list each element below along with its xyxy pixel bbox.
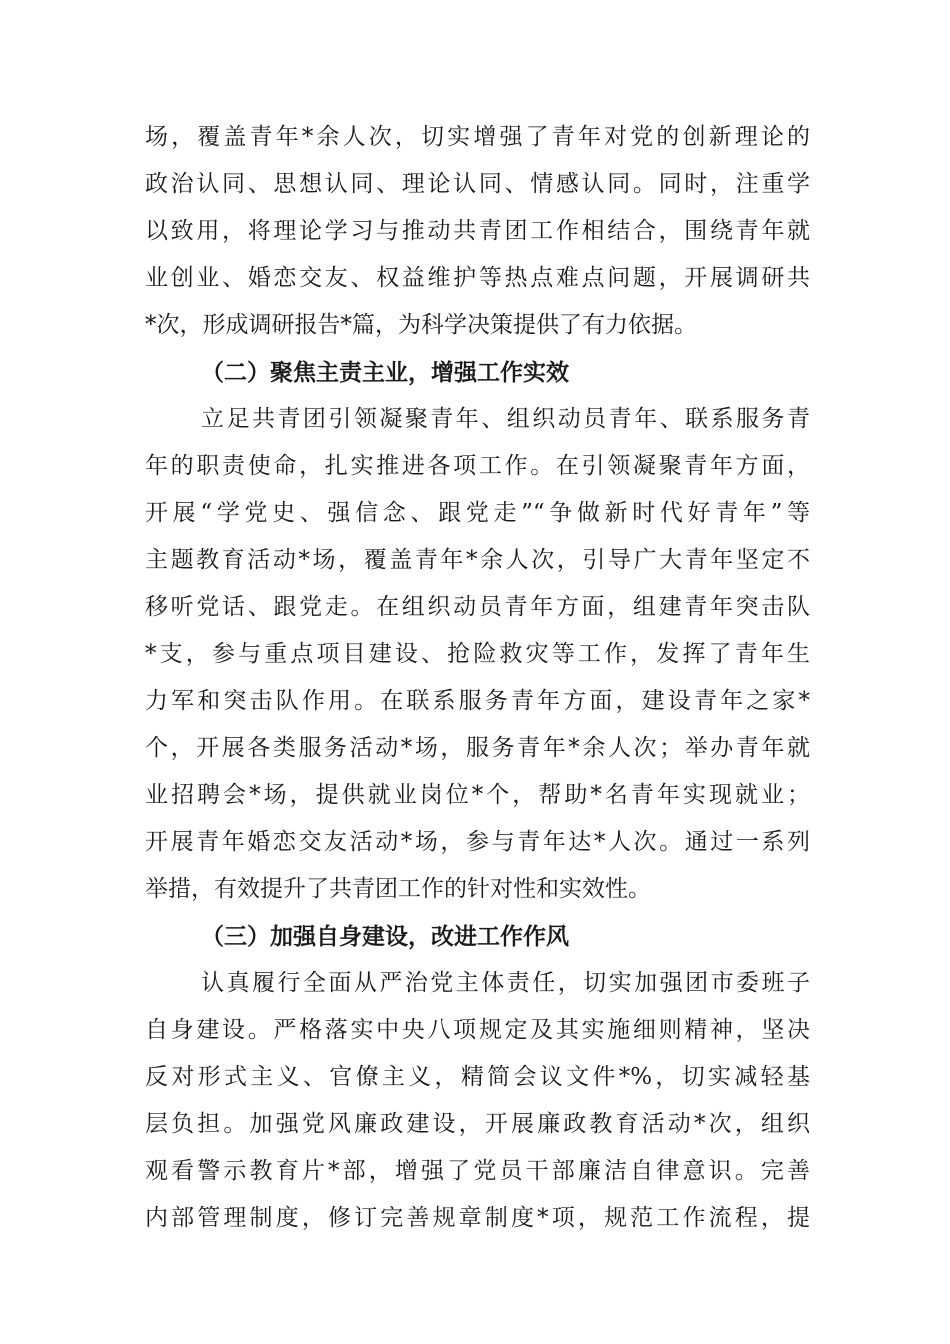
text-line: 以致用，将理论学习与推动共青团工作相结合，围绕青年就 <box>145 218 810 244</box>
text-line: 业创业、婚恋交友、权益维护等热点难点问题，开展调研共 <box>145 265 810 291</box>
text-line: 移听党话、跟党走。在组织动员青年方面，组建青年突击队 <box>145 594 810 620</box>
paragraph-first-line: 立足共青团引领凝聚青年、组织动员青年、联系服务青 <box>201 406 810 432</box>
text-line: 年的职责使命，扎实推进各项工作。在引领凝聚青年方面， <box>145 453 810 479</box>
section-heading-2: （二）聚焦主责主业，增强工作实效 <box>201 359 569 386</box>
text-line: *次，形成调研报告*篇，为科学决策提供了有力依据。 <box>145 312 697 338</box>
text-line: 场，覆盖青年*余人次，切实增强了青年对党的创新理论的 <box>145 124 810 150</box>
document-body <box>145 114 810 1242</box>
text-line: 开展“学党史、强信念、跟党走”“争做新时代好青年”等 <box>145 500 810 526</box>
text-line: 力军和突击队作用。在联系服务青年方面，建设青年之家* <box>145 688 810 714</box>
text-line: 举措，有效提升了共青团工作的针对性和实效性。 <box>145 876 651 902</box>
text-line: 开展青年婚恋交友活动*场，参与青年达*人次。通过一系列 <box>145 829 810 855</box>
text-line: 层负担。加强党风廉政建设，开展廉政教育活动*次，组织 <box>145 1111 810 1137</box>
text-line: 自身建设。严格落实中央八项规定及其实施细则精神，坚决 <box>145 1017 810 1043</box>
text-line: 个，开展各类服务活动*场，服务青年*余人次；举办青年就 <box>145 735 810 761</box>
text-line: 反对形式主义、官僚主义，精简会议文件*%，切实减轻基 <box>145 1064 810 1090</box>
text-line: 业招聘会*场，提供就业岗位*个，帮助*名青年实现就业； <box>145 782 810 808</box>
text-line: *支，参与重点项目建设、抢险救灾等工作，发挥了青年生 <box>145 641 810 667</box>
text-line: 主题教育活动*场，覆盖青年*余人次，引导广大青年坚定不 <box>145 547 810 573</box>
section-heading-3: （三）加强自身建设，改进工作作风 <box>201 923 569 950</box>
text-line: 政治认同、思想认同、理论认同、情感认同。同时，注重学 <box>145 171 810 197</box>
paragraph-first-line: 认真履行全面从严治党主体责任，切实加强团市委班子 <box>201 970 810 996</box>
text-line: 观看警示教育片*部，增强了党员干部廉洁自律意识。完善 <box>145 1158 810 1184</box>
text-line: 内部管理制度，修订完善规章制度*项，规范工作流程，提 <box>145 1205 810 1231</box>
